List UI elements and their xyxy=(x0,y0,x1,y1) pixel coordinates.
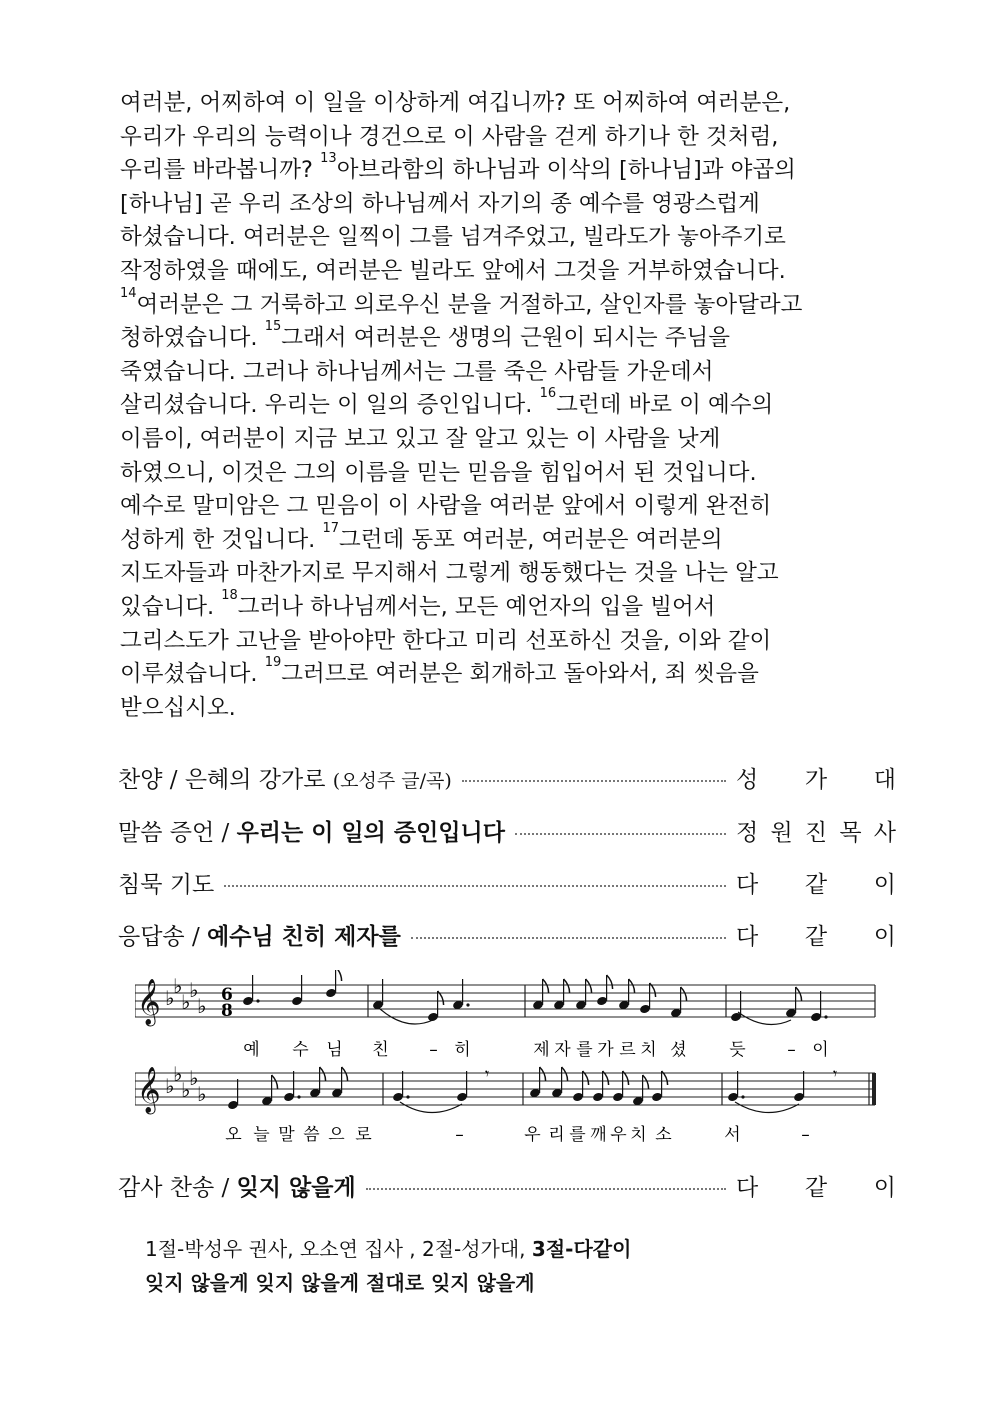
flat-sign: ♭ xyxy=(165,1074,175,1098)
lyric-syllable: 듯 xyxy=(729,1040,747,1060)
note-flag xyxy=(336,970,342,981)
treble-clef-icon: 𝄞 xyxy=(137,979,161,1025)
scripture-text: 이름이, 여러분이 지금 보고 있고 잘 알고 있는 이 사람을 낫게 xyxy=(120,425,721,452)
sheet-music xyxy=(135,970,880,1155)
flat-sign: ♭ xyxy=(165,986,175,1010)
verse-number: 18 xyxy=(221,587,238,603)
slur xyxy=(379,1008,433,1024)
note-dot xyxy=(466,1003,469,1006)
verse-number: 13 xyxy=(320,151,337,167)
scripture-text: 하셨습니다. 여러분은 일찍이 그를 넘겨주었고, 빌라도가 놓아주기로 xyxy=(120,224,786,251)
lyric-syllable: 르 xyxy=(619,1040,637,1060)
order-item-response-song xyxy=(118,914,896,954)
slur xyxy=(738,1012,791,1025)
note-flag xyxy=(643,1075,649,1089)
lyric-syllable: 이 xyxy=(812,1040,830,1060)
scripture-passage xyxy=(120,87,880,725)
scripture-text: 죽였습니다. 그러나 하나님께서는 그를 죽은 사람들 가운데서 xyxy=(120,358,714,385)
note-flag xyxy=(586,979,592,993)
scripture-line xyxy=(120,557,880,591)
time-signature-top: 6 xyxy=(221,985,233,1005)
verse-number: 14 xyxy=(120,285,137,301)
lyric-syllable: – xyxy=(787,1040,797,1060)
hymn-credit: (오성주 글/곡) xyxy=(332,769,452,792)
lyric-syllable: – xyxy=(801,1125,811,1145)
lyric-syllable: 소 xyxy=(655,1125,673,1145)
order-performer: 다 같 이 xyxy=(736,871,896,898)
lyric-syllable: 자 xyxy=(554,1040,572,1060)
verse-number: 15 xyxy=(264,319,282,335)
scripture-line xyxy=(120,692,880,726)
verse-number: 16 xyxy=(539,386,557,402)
scripture-line xyxy=(120,221,880,255)
order-label: 찬양 / xyxy=(118,766,185,793)
note-dot xyxy=(297,1095,300,1098)
note-flag xyxy=(272,1075,278,1089)
slur xyxy=(400,1102,462,1113)
scripture-text: [하나님] 곧 우리 조상의 하나님께서 자기의 종 예수를 영광스럽게 xyxy=(120,190,760,217)
order-performer: 정 원 진 목 사 xyxy=(736,819,896,846)
hymn-title: 은혜의 강가로 xyxy=(184,766,333,793)
leader-dots xyxy=(224,885,726,887)
scripture-text: 작정하였을 때에도, 여러분은 빌라도 앞에서 그것을 거부하였습니다. xyxy=(120,257,786,284)
note-dot xyxy=(256,999,259,1002)
note-flag xyxy=(562,1067,568,1081)
flat-sign: ♭ xyxy=(189,978,199,1002)
scripture-text: 그런데 바로 이 예수의 xyxy=(556,392,774,419)
order-label: 감사 찬송 / xyxy=(118,1174,237,1201)
rest-icon: 𝄾 xyxy=(833,1064,838,1083)
scripture-line xyxy=(120,121,880,155)
scripture-line xyxy=(120,87,880,121)
scripture-line xyxy=(120,255,880,289)
lyric-syllable: 로 xyxy=(355,1125,373,1145)
order-item-thanks-hymn xyxy=(118,1165,896,1205)
order-item-silent-prayer xyxy=(118,862,896,902)
note-flag xyxy=(629,979,635,993)
leader-dots xyxy=(515,833,726,835)
verse-number: 19 xyxy=(264,655,282,671)
note-flag xyxy=(796,987,802,1001)
scripture-line xyxy=(120,520,880,558)
note-flag xyxy=(540,1067,546,1081)
flat-sign: ♭ xyxy=(173,1062,183,1086)
flat-sign: ♭ xyxy=(181,990,191,1014)
flat-sign: ♭ xyxy=(181,1078,191,1102)
leader-dots xyxy=(411,937,726,939)
order-performer: 다 같 이 xyxy=(736,923,896,950)
treble-clef-icon: 𝄞 xyxy=(137,1067,161,1113)
note-dot xyxy=(741,1095,744,1098)
lyric-syllable: 히 xyxy=(454,1040,472,1060)
lyric-syllable: 리 xyxy=(548,1125,566,1145)
scripture-text: 하였으니, 이것은 그의 이름을 믿는 믿음을 힘입어서 된 것입니다. xyxy=(120,459,757,486)
scripture-text: 청하였습니다. xyxy=(120,325,265,352)
flat-sign: ♭ xyxy=(197,1082,207,1106)
scripture-line xyxy=(120,457,880,491)
scripture-text: 살리셨습니다. 우리는 이 일의 증인입니다. xyxy=(120,392,540,419)
scripture-text: 아브라함의 하나님과 이삭의 [하나님]과 야곱의 xyxy=(336,157,796,184)
scripture-text: 예수로 말미암은 그 믿음이 이 사람을 여러분 앞에서 이렇게 완전히 xyxy=(120,493,772,520)
lyric-syllable: 우 xyxy=(524,1125,542,1145)
scripture-text: 그러나 하나님께서는, 모든 예언자의 입을 빌어서 xyxy=(237,593,716,620)
scripture-text: 여러분, 어찌하여 이 일을 이상하게 여깁니까? 또 어찌하여 여러분은, xyxy=(120,90,791,116)
lyric-syllable: 오 xyxy=(225,1125,243,1145)
scripture-line xyxy=(120,655,880,692)
scripture-text: 받으십시오. xyxy=(120,694,236,721)
order-item-praise xyxy=(118,757,896,797)
lyric-syllable: 서 xyxy=(724,1125,742,1145)
scripture-line xyxy=(120,587,880,625)
sermon-title: 우리는 이 일의 증인입니다 xyxy=(236,819,505,846)
scripture-text: 그러므로 여러분은 회개하고 돌아와서, 죄 씻음을 xyxy=(281,661,759,688)
order-label: 말씀 증언 / xyxy=(118,819,237,846)
hymn-notes xyxy=(145,1232,845,1300)
lyric-syllable: 제 xyxy=(533,1040,551,1060)
scripture-text: 이루셨습니다. xyxy=(120,661,265,688)
order-performer: 성 가 대 xyxy=(736,766,896,793)
order-item-sermon xyxy=(118,810,896,850)
lyric-syllable: 으 xyxy=(328,1125,346,1145)
lyric-syllable: 님 xyxy=(326,1040,344,1060)
lyric-syllable: 늘 xyxy=(253,1125,271,1145)
note-flag xyxy=(607,975,613,989)
scripture-line xyxy=(120,386,880,423)
note-flag xyxy=(320,1067,326,1081)
order-performer: 다 같 이 xyxy=(736,1174,896,1201)
staff-line-1 xyxy=(135,970,875,1060)
scripture-line xyxy=(120,151,880,188)
lyric-syllable: 깨 xyxy=(590,1125,608,1145)
staff-line-2 xyxy=(135,1062,876,1145)
note-dot xyxy=(824,1015,827,1018)
hymn-refrain: 잊지 않을게 잊지 않을게 절대로 잊지 않을게 xyxy=(145,1271,535,1295)
lyric-syllable: 예 xyxy=(243,1040,261,1060)
scripture-line xyxy=(120,490,880,524)
time-signature-bottom: 8 xyxy=(221,1001,233,1021)
flat-sign: ♭ xyxy=(173,974,183,998)
scripture-line xyxy=(120,625,880,659)
lyric-syllable: 수 xyxy=(292,1040,310,1060)
scripture-text: 그런데 동포 여러분, 여러분은 여러분의 xyxy=(339,526,723,553)
scripture-text: 우리가 우리의 능력이나 경건으로 이 사람을 걷게 하기나 한 것처럼, xyxy=(120,123,779,150)
song-title: 예수님 친히 제자를 xyxy=(207,923,401,950)
note-flag xyxy=(342,1067,348,1081)
lyric-syllable: – xyxy=(429,1040,439,1060)
scripture-line xyxy=(120,423,880,457)
final-barline xyxy=(872,1073,876,1105)
flat-sign: ♭ xyxy=(197,994,207,1018)
verse-assignment: 1절-박성우 권사, 오소연 집사 , 2절-성가대, 3절-다같이 xyxy=(145,1237,632,1261)
scripture-text: 지도자들과 마찬가지로 무지해서 그렇게 행동했다는 것을 나는 알고 xyxy=(120,560,779,587)
scripture-line xyxy=(120,188,880,222)
scripture-text: 여러분은 그 거룩하고 의로우신 분을 거절하고, 살인자를 놓아달라고 xyxy=(136,291,803,318)
lyric-syllable: 치 xyxy=(640,1040,658,1060)
lyric-syllable: 치 xyxy=(630,1125,648,1145)
note-dot xyxy=(406,1095,409,1098)
scripture-text: 그리스도가 고난을 받아야만 한다고 미리 선포하신 것을, 이와 같이 xyxy=(120,627,772,654)
hymn-title: 잊지 않을게 xyxy=(236,1174,356,1201)
order-label: 침묵 기도 xyxy=(118,871,215,898)
lyric-syllable: 친 xyxy=(372,1040,390,1060)
scripture-text: 그래서 여러분은 생명의 근원이 되시는 주님을 xyxy=(281,325,730,352)
note-flag xyxy=(543,979,549,993)
lyric-syllable: 우 xyxy=(610,1125,628,1145)
scripture-line xyxy=(120,319,880,356)
leader-dots xyxy=(366,1188,726,1190)
scripture-text: 성하게 한 것입니다. xyxy=(120,526,323,553)
leader-dots xyxy=(462,780,726,782)
note-flag xyxy=(681,987,687,1001)
lyric-syllable: 씀 xyxy=(303,1125,321,1145)
rest-icon: 𝄾 xyxy=(485,1064,490,1083)
scripture-line xyxy=(120,285,880,323)
scripture-text: 우리를 바라봅니까? xyxy=(120,157,321,184)
lyric-syllable: 가 xyxy=(597,1040,615,1060)
lyric-syllable: 말 xyxy=(278,1125,296,1145)
flat-sign: ♭ xyxy=(189,1066,199,1090)
scripture-text: 있습니다. xyxy=(120,593,222,620)
scripture-line xyxy=(120,356,880,390)
slur xyxy=(735,1102,799,1113)
verse-number: 17 xyxy=(322,520,340,536)
note-flag xyxy=(564,979,570,993)
lyric-syllable: – xyxy=(455,1125,465,1145)
order-label: 응답송 / xyxy=(118,923,208,950)
lyric-syllable: 를 xyxy=(569,1125,587,1145)
lyric-syllable: 를 xyxy=(576,1040,594,1060)
lyric-syllable: 셨 xyxy=(670,1040,688,1060)
